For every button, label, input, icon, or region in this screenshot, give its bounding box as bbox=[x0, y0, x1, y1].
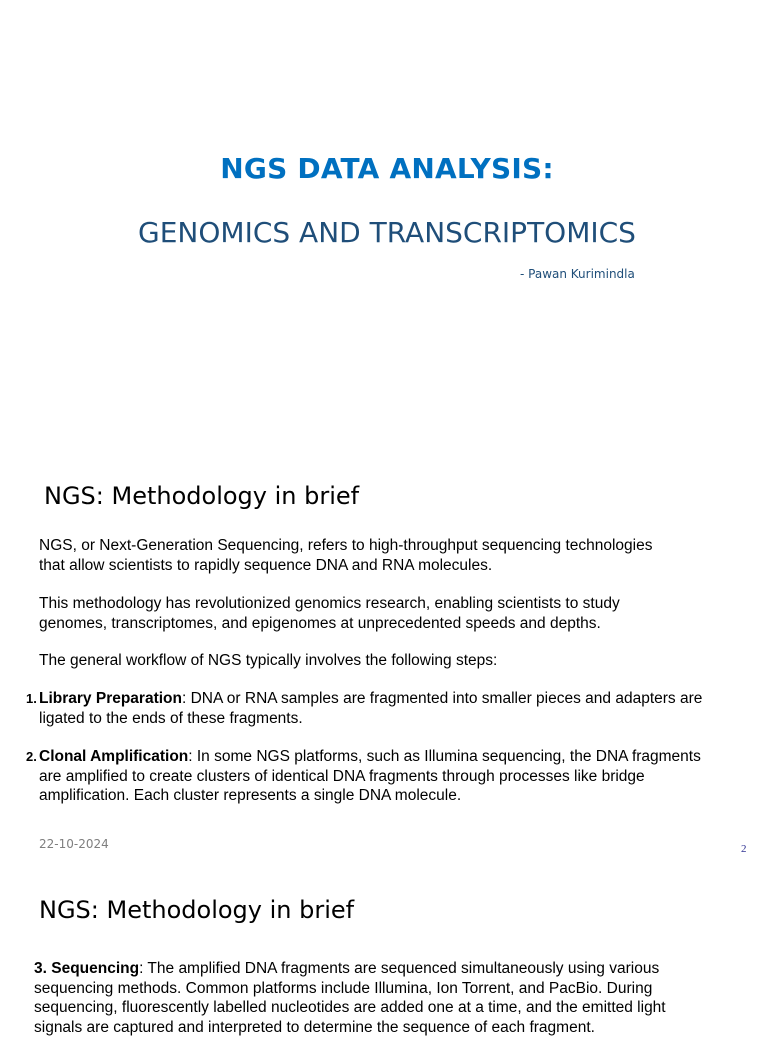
slide-heading: NGS: Methodology in brief bbox=[44, 482, 360, 510]
author-name: - Pawan Kurimindla bbox=[520, 267, 635, 281]
slide-heading: NGS: Methodology in brief bbox=[39, 896, 355, 924]
list-item-text: : The amplified DNA fragments are sequenced simultaneously using various sequencing methods. Common platforms include Illumina, Ion Torrent, and PacBio. During sequencing, fluorescently labelled nucleotides are added one at a time, and the emitted light signals are captured and interpreted to determine the sequence of each fragment. bbox=[34, 960, 666, 1036]
page-number: 2 bbox=[741, 843, 747, 855]
list-item bbox=[26, 689, 706, 728]
document-subtitle: GENOMICS AND TRANSCRIPTOMICS bbox=[138, 216, 636, 249]
list-item-text: : DNA or RNA samples are fragmented into smaller pieces and adapters are ligated to the ends of these fragments. bbox=[39, 690, 703, 727]
list-item-term: Clonal Amplification bbox=[39, 748, 189, 765]
list-item-text: : In some NGS platforms, such as Illumina sequencing, the DNA fragments are amplified to create clusters of identical DNA fragments through processes like bridge amplification. Each cluster represents a single DNA molecule. bbox=[39, 748, 701, 804]
list-item-number: 1. bbox=[26, 691, 37, 706]
impact-paragraph: This methodology has revolutionized genomics research, enabling scientists to study genomes, transcriptomes, and epigenomes at unprecedented speeds and depths. bbox=[39, 595, 620, 632]
list-item-number: 2. bbox=[26, 749, 37, 764]
document-title: NGS DATA ANALYSIS: bbox=[220, 152, 554, 185]
list-item bbox=[26, 747, 706, 806]
list-item bbox=[34, 959, 714, 1037]
list-item-term: 3. Sequencing bbox=[34, 960, 140, 977]
list-item-term: Library Preparation bbox=[39, 690, 182, 707]
workflow-paragraph: The general workflow of NGS typically involves the following steps: bbox=[39, 652, 498, 669]
intro-paragraph: NGS, or Next-Generation Sequencing, refers to high-throughput sequencing technologies that allow scientists to rapidly sequence DNA and RNA molecules. bbox=[39, 537, 653, 574]
slide-date: 22-10-2024 bbox=[39, 837, 109, 851]
